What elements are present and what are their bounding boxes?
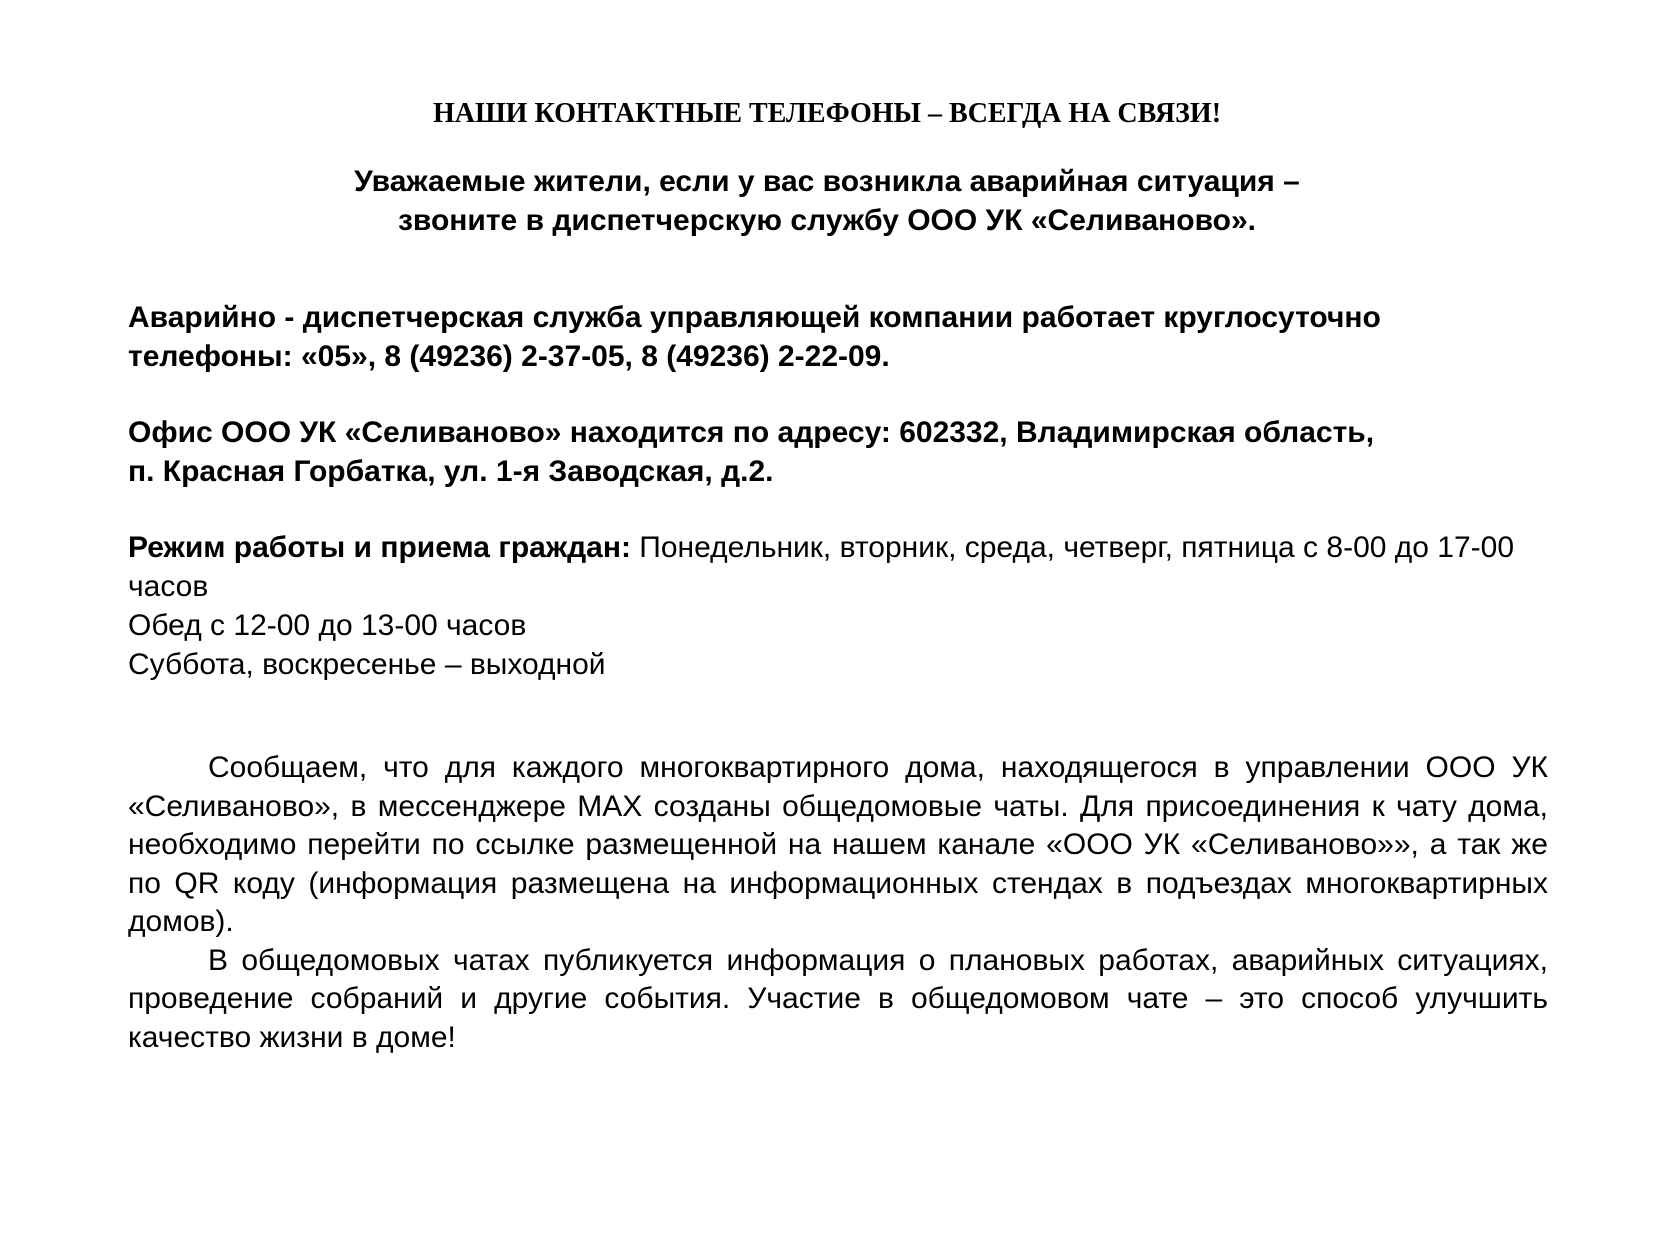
chat-notice-paragraph-2: В общедомовых чатах публикуется информация о плановых работах, аварийных ситуациях, проведение собраний и другие события. Участие в общедомовом чате – это способ улучшить качество жизни в доме! [128, 943, 1548, 1054]
emergency-appeal-line-1: Уважаемые жители, если у вас возникла аварийная ситуация – [354, 165, 1300, 198]
working-hours-line [128, 528, 1548, 606]
emergency-appeal [0, 162, 1654, 240]
weekend-days: Суббота, воскресенье – выходной [128, 648, 606, 681]
dispatch-service-line-1: Аварийно - диспетчерская служба управляющей компании работает круглосуточно [128, 301, 1381, 334]
office-address-info [128, 413, 1548, 491]
chat-notice [128, 749, 1548, 1057]
office-address-line-2: п. Красная Горбатка, ул. 1-я Заводская, д.2. [128, 455, 774, 488]
document-title: НАШИ КОНТАКТНЫЕ ТЕЛЕФОНЫ – ВСЕГДА НА СВЯЗИ! [432, 98, 1222, 129]
working-hours-text: Понедельник, вторник, среда, четверг, пятница с 8-00 до 17-00 часов [128, 531, 1515, 603]
office-address-line-1: Офис ООО УК «Селиваново» находится по адресу: 602332, Владимирская область, [128, 416, 1375, 449]
lunch-hours: Обед с 12-00 до 13-00 часов [128, 609, 527, 642]
working-hours-label: Режим работы и приема граждан: [128, 531, 631, 564]
dispatch-service-info [128, 298, 1548, 376]
dispatch-phones: телефоны: «05», 8 (49236) 2-37-05, 8 (49236) 2-22-09. [128, 340, 890, 373]
chat-notice-paragraph-1: Сообщаем, что для каждого многоквартирного дома, находящегося в управлении ООО УК «Селиваново», в мессенджере MAX созданы общедомовые чаты. Для присоединения к чату дома, необходимо перейти по ссылке размещенной на нашем канале «ООО УК «Селиваново»», а так же по QR коду (информация размещена на информационных стендах в подъездах многоквартирных домов). [128, 751, 1548, 938]
emergency-appeal-line-2: звоните в диспетчерскую службу ООО УК «Селиваново». [398, 204, 1256, 237]
working-hours-info [128, 528, 1548, 684]
